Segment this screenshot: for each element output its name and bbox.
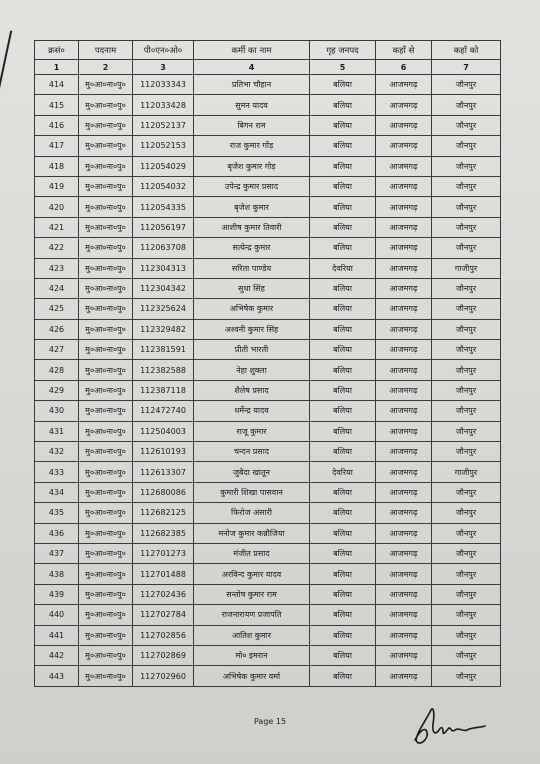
cell-name: चन्दन प्रसाद: [194, 442, 310, 462]
cell-name: फिरोज अंसारी: [194, 503, 310, 523]
cell-home-district: बलिया: [310, 482, 376, 502]
cell-from: आजमगढ़: [376, 156, 432, 176]
cell-pno: 112052137: [133, 115, 194, 135]
table-row: [35, 380, 501, 400]
header-name: कर्मी का नाम: [194, 41, 310, 60]
table-row: [35, 666, 501, 686]
cell-home-district: बलिया: [310, 625, 376, 645]
table-row: [35, 503, 501, 523]
cell-serial: 438: [35, 564, 79, 584]
cell-from: आजमगढ़: [376, 238, 432, 258]
cell-pno: 112304342: [133, 278, 194, 298]
table-row: [35, 278, 501, 298]
cell-to: जौनपुर: [432, 584, 501, 604]
cell-pno: 112054029: [133, 156, 194, 176]
cell-designation: मु०आ०ना०पु०: [79, 605, 133, 625]
table-row: [35, 115, 501, 135]
cell-from: आजमगढ़: [376, 625, 432, 645]
cell-designation: मु०आ०ना०पु०: [79, 564, 133, 584]
cell-to: जौनपुर: [432, 115, 501, 135]
cell-home-district: बलिया: [310, 115, 376, 135]
table-row: [35, 258, 501, 278]
cell-name: बिगन राम: [194, 115, 310, 135]
table-row: [35, 605, 501, 625]
cell-to: जौनपुर: [432, 95, 501, 115]
cell-from: आजमगढ़: [376, 462, 432, 482]
cell-serial: 427: [35, 340, 79, 360]
cell-serial: 439: [35, 584, 79, 604]
cell-to: गाजीपुर: [432, 258, 501, 278]
cell-to: जौनपुर: [432, 564, 501, 584]
table-row: [35, 421, 501, 441]
cell-pno: 112702856: [133, 625, 194, 645]
table-row: [35, 625, 501, 645]
cell-to: जौनपुर: [432, 340, 501, 360]
cell-name: राज कुमार गोंड़: [194, 136, 310, 156]
cell-serial: 419: [35, 176, 79, 196]
column-number: 2: [79, 60, 133, 75]
cell-pno: 112610193: [133, 442, 194, 462]
cell-name: राजू कुमार: [194, 421, 310, 441]
cell-serial: 421: [35, 217, 79, 237]
cell-home-district: बलिया: [310, 95, 376, 115]
cell-home-district: देवरिया: [310, 462, 376, 482]
cell-home-district: बलिया: [310, 605, 376, 625]
cell-name: अरविन्द कुमार यादव: [194, 564, 310, 584]
table-row: [35, 217, 501, 237]
cell-designation: मु०आ०ना०पु०: [79, 666, 133, 686]
cell-pno: 112701273: [133, 543, 194, 563]
cell-pno: 112387118: [133, 380, 194, 400]
cell-to: जौनपुर: [432, 645, 501, 665]
cell-from: आजमगढ़: [376, 360, 432, 380]
cell-name: सत्येन्द्र कुमार: [194, 238, 310, 258]
table-row: [35, 238, 501, 258]
cell-to: जौनपुर: [432, 543, 501, 563]
table-row: [35, 197, 501, 217]
cell-from: आजमगढ़: [376, 666, 432, 686]
cell-pno: 112701488: [133, 564, 194, 584]
cell-designation: मु०आ०ना०पु०: [79, 278, 133, 298]
table-row: [35, 462, 501, 482]
cell-from: आजमगढ़: [376, 136, 432, 156]
cell-to: जौनपुर: [432, 156, 501, 176]
header-home-district: गृह जनपद: [310, 41, 376, 60]
cell-pno: 112033343: [133, 75, 194, 95]
cell-from: आजमगढ़: [376, 401, 432, 421]
cell-to: गाजीपुर: [432, 462, 501, 482]
column-number: 5: [310, 60, 376, 75]
cell-pno: 112702784: [133, 605, 194, 625]
cell-pno: 112702436: [133, 584, 194, 604]
cell-from: आजमगढ़: [376, 217, 432, 237]
cell-name: अभिषेक कुमार वर्मा: [194, 666, 310, 686]
cell-from: आजमगढ़: [376, 197, 432, 217]
cell-serial: 432: [35, 442, 79, 462]
cell-to: जौनपुर: [432, 442, 501, 462]
cell-pno: 112680086: [133, 482, 194, 502]
cell-designation: मु०आ०ना०पु०: [79, 523, 133, 543]
cell-home-district: बलिया: [310, 645, 376, 665]
cell-designation: मु०आ०ना०पु०: [79, 217, 133, 237]
cell-serial: 442: [35, 645, 79, 665]
cell-from: आजमगढ़: [376, 543, 432, 563]
cell-designation: मु०आ०ना०पु०: [79, 340, 133, 360]
cell-serial: 435: [35, 503, 79, 523]
cell-designation: मु०आ०ना०पु०: [79, 75, 133, 95]
cell-home-district: बलिया: [310, 503, 376, 523]
cell-designation: मु०आ०ना०पु०: [79, 95, 133, 115]
cell-home-district: बलिया: [310, 564, 376, 584]
cell-serial: 426: [35, 319, 79, 339]
cell-pno: 112682385: [133, 523, 194, 543]
cell-serial: 443: [35, 666, 79, 686]
column-number: 1: [35, 60, 79, 75]
cell-designation: मु०आ०ना०पु०: [79, 115, 133, 135]
cell-designation: मु०आ०ना०पु०: [79, 156, 133, 176]
cell-pno: 112329482: [133, 319, 194, 339]
header-pno: पी०एन०ओ०: [133, 41, 194, 60]
cell-name: सरिता पाण्डेय: [194, 258, 310, 278]
cell-designation: मु०आ०ना०पु०: [79, 238, 133, 258]
cell-pno: 112472740: [133, 401, 194, 421]
cell-serial: 415: [35, 95, 79, 115]
cell-home-district: बलिया: [310, 75, 376, 95]
cell-to: जौनपुर: [432, 523, 501, 543]
cell-name: सन्तोष कुमार राम: [194, 584, 310, 604]
column-number-row: [35, 60, 501, 75]
column-number: 7: [432, 60, 501, 75]
cell-serial: 433: [35, 462, 79, 482]
cell-name: सुधा सिंह: [194, 278, 310, 298]
table-row: [35, 156, 501, 176]
cell-designation: मु०आ०ना०पु०: [79, 625, 133, 645]
cell-serial: 414: [35, 75, 79, 95]
cell-serial: 436: [35, 523, 79, 543]
cell-name: राजनारायण प्रजापति: [194, 605, 310, 625]
cell-pno: 112033428: [133, 95, 194, 115]
cell-pno: 112052153: [133, 136, 194, 156]
cell-designation: मु०आ०ना०पु०: [79, 380, 133, 400]
header-row: [35, 41, 501, 60]
cell-from: आजमगढ़: [376, 340, 432, 360]
cell-to: जौनपुर: [432, 319, 501, 339]
cell-serial: 420: [35, 197, 79, 217]
cell-serial: 429: [35, 380, 79, 400]
cell-pno: 112063708: [133, 238, 194, 258]
cell-pno: 112382588: [133, 360, 194, 380]
cell-from: आजमगढ़: [376, 299, 432, 319]
cell-to: जौनपुर: [432, 217, 501, 237]
cell-name: बृजेश कुमार गोड़: [194, 156, 310, 176]
margin-pen-mark: [0, 30, 12, 89]
cell-to: जौनपुर: [432, 380, 501, 400]
header-from: कहाँ से: [376, 41, 432, 60]
cell-home-district: बलिया: [310, 401, 376, 421]
cell-designation: मु०आ०ना०पु०: [79, 482, 133, 502]
cell-to: जौनपुर: [432, 360, 501, 380]
cell-designation: मु०आ०ना०पु०: [79, 401, 133, 421]
cell-from: आजमगढ़: [376, 645, 432, 665]
cell-serial: 417: [35, 136, 79, 156]
table-row: [35, 584, 501, 604]
cell-pno: 112054335: [133, 197, 194, 217]
cell-name: कुमारी शिखा पासवान: [194, 482, 310, 502]
cell-to: जौनपुर: [432, 238, 501, 258]
cell-serial: 424: [35, 278, 79, 298]
cell-designation: मु०आ०ना०पु०: [79, 462, 133, 482]
cell-home-district: बलिया: [310, 217, 376, 237]
cell-from: आजमगढ़: [376, 523, 432, 543]
table-row: [35, 136, 501, 156]
cell-home-district: देवरिया: [310, 258, 376, 278]
cell-pno: 112304313: [133, 258, 194, 278]
cell-pno: 112613307: [133, 462, 194, 482]
cell-name: मो० इमरान: [194, 645, 310, 665]
cell-name: सुमन यादव: [194, 95, 310, 115]
cell-name: नेहा शुक्ला: [194, 360, 310, 380]
cell-from: आजमगढ़: [376, 584, 432, 604]
column-number: 3: [133, 60, 194, 75]
cell-from: आजमगढ़: [376, 605, 432, 625]
cell-serial: 437: [35, 543, 79, 563]
table-row: [35, 482, 501, 502]
cell-home-district: बलिया: [310, 136, 376, 156]
transfer-list-table: [34, 40, 501, 687]
cell-name: आतिश कुमार: [194, 625, 310, 645]
cell-to: जौनपुर: [432, 503, 501, 523]
cell-name: अभिषेक कुमार: [194, 299, 310, 319]
cell-name: शैलेष प्रसाद: [194, 380, 310, 400]
column-number: 6: [376, 60, 432, 75]
table-row: [35, 523, 501, 543]
cell-designation: मु०आ०ना०पु०: [79, 442, 133, 462]
cell-pno: 112682125: [133, 503, 194, 523]
cell-home-district: बलिया: [310, 523, 376, 543]
cell-home-district: बलिया: [310, 360, 376, 380]
cell-name: मंजीत प्रसाद: [194, 543, 310, 563]
cell-serial: 434: [35, 482, 79, 502]
cell-to: जौनपुर: [432, 401, 501, 421]
cell-home-district: बलिया: [310, 543, 376, 563]
table-row: [35, 360, 501, 380]
table-row: [35, 176, 501, 196]
cell-designation: मु०आ०ना०पु०: [79, 136, 133, 156]
cell-to: जौनपुर: [432, 136, 501, 156]
cell-home-district: बलिया: [310, 278, 376, 298]
cell-from: आजमगढ़: [376, 95, 432, 115]
cell-to: जौनपुर: [432, 75, 501, 95]
cell-from: आजमगढ़: [376, 421, 432, 441]
cell-from: आजमगढ़: [376, 482, 432, 502]
cell-home-district: बलिया: [310, 584, 376, 604]
page-number: Page 15: [253, 717, 287, 726]
cell-from: आजमगढ़: [376, 278, 432, 298]
cell-to: जौनपुर: [432, 482, 501, 502]
cell-to: जौनपुर: [432, 299, 501, 319]
cell-from: आजमगढ़: [376, 564, 432, 584]
cell-from: आजमगढ़: [376, 115, 432, 135]
cell-serial: 428: [35, 360, 79, 380]
cell-to: जौनपुर: [432, 278, 501, 298]
cell-serial: 423: [35, 258, 79, 278]
cell-to: जौनपुर: [432, 605, 501, 625]
cell-serial: 418: [35, 156, 79, 176]
cell-designation: मु०आ०ना०पु०: [79, 299, 133, 319]
cell-name: मनोज कुमार कन्नौजिया: [194, 523, 310, 543]
cell-serial: 431: [35, 421, 79, 441]
cell-to: जौनपुर: [432, 666, 501, 686]
cell-pno: 112325624: [133, 299, 194, 319]
cell-from: आजमगढ़: [376, 176, 432, 196]
cell-serial: 425: [35, 299, 79, 319]
cell-home-district: बलिया: [310, 340, 376, 360]
cell-designation: मु०आ०ना०पु०: [79, 360, 133, 380]
cell-home-district: बलिया: [310, 442, 376, 462]
cell-from: आजमगढ़: [376, 258, 432, 278]
cell-designation: मु०आ०ना०पु०: [79, 584, 133, 604]
cell-designation: मु०आ०ना०पु०: [79, 258, 133, 278]
cell-name: प्रतिभा चौहान: [194, 75, 310, 95]
cell-pno: 112381591: [133, 340, 194, 360]
column-number: 4: [194, 60, 310, 75]
cell-pno: 112702869: [133, 645, 194, 665]
cell-pno: 112702960: [133, 666, 194, 686]
header-designation: पदनाम: [79, 41, 133, 60]
cell-serial: 416: [35, 115, 79, 135]
cell-name: उपेन्द्र कुमार प्रसाद: [194, 176, 310, 196]
table-row: [35, 95, 501, 115]
table-row: [35, 401, 501, 421]
table-row: [35, 75, 501, 95]
cell-name: जुबैदा खातून: [194, 462, 310, 482]
cell-home-district: बलिया: [310, 176, 376, 196]
cell-home-district: बलिया: [310, 666, 376, 686]
cell-home-district: बलिया: [310, 299, 376, 319]
cell-home-district: बलिया: [310, 156, 376, 176]
table-row: [35, 645, 501, 665]
cell-to: जौनपुर: [432, 421, 501, 441]
cell-designation: मु०आ०ना०पु०: [79, 319, 133, 339]
table-row: [35, 564, 501, 584]
cell-home-district: बलिया: [310, 197, 376, 217]
header-to: कहाँ को: [432, 41, 501, 60]
cell-serial: 440: [35, 605, 79, 625]
cell-name: आशीष कुमार तिवारी: [194, 217, 310, 237]
cell-serial: 441: [35, 625, 79, 645]
cell-pno: 112504003: [133, 421, 194, 441]
cell-from: आजमगढ़: [376, 319, 432, 339]
cell-to: जौनपुर: [432, 176, 501, 196]
table-row: [35, 340, 501, 360]
header-serial: क्रसं०: [35, 41, 79, 60]
cell-name: बृजेश कुमार: [194, 197, 310, 217]
cell-name: प्रीती भारती: [194, 340, 310, 360]
cell-designation: मु०आ०ना०पु०: [79, 176, 133, 196]
cell-from: आजमगढ़: [376, 75, 432, 95]
table-row: [35, 543, 501, 563]
table-body: [35, 75, 501, 687]
cell-home-district: बलिया: [310, 319, 376, 339]
signature-mark: [405, 702, 495, 752]
cell-to: जौनपुर: [432, 625, 501, 645]
table-row: [35, 299, 501, 319]
table-row: [35, 442, 501, 462]
cell-from: आजमगढ़: [376, 442, 432, 462]
cell-home-district: बलिया: [310, 238, 376, 258]
cell-pno: 112054032: [133, 176, 194, 196]
cell-serial: 422: [35, 238, 79, 258]
cell-home-district: बलिया: [310, 421, 376, 441]
cell-pno: 112056197: [133, 217, 194, 237]
table-row: [35, 319, 501, 339]
cell-designation: मु०आ०ना०पु०: [79, 503, 133, 523]
cell-name: धर्मेन्द्र यादव: [194, 401, 310, 421]
cell-designation: मु०आ०ना०पु०: [79, 543, 133, 563]
cell-home-district: बलिया: [310, 380, 376, 400]
cell-name: अश्वनी कुमार सिंह: [194, 319, 310, 339]
cell-from: आजमगढ़: [376, 380, 432, 400]
cell-from: आजमगढ़: [376, 503, 432, 523]
cell-serial: 430: [35, 401, 79, 421]
cell-designation: मु०आ०ना०पु०: [79, 197, 133, 217]
cell-to: जौनपुर: [432, 197, 501, 217]
cell-designation: मु०आ०ना०पु०: [79, 645, 133, 665]
cell-designation: मु०आ०ना०पु०: [79, 421, 133, 441]
